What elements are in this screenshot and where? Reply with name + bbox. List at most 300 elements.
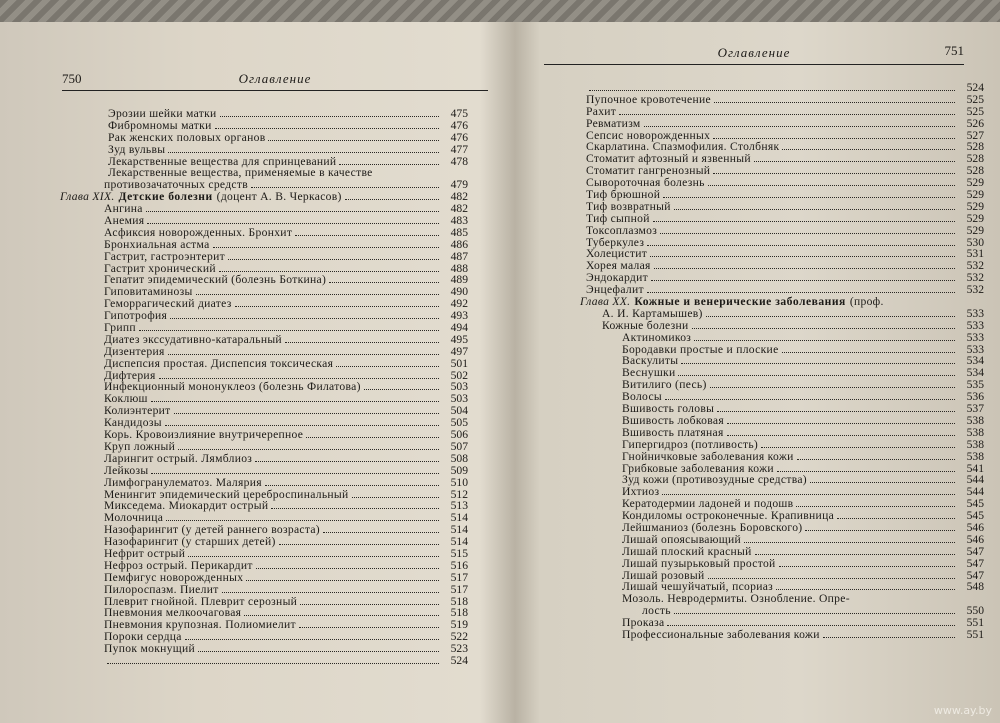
toc-entry [12,227,508,239]
toc-entry-title: Зуд вульвы [108,142,166,156]
toc-entry-title: Проказа [622,616,665,630]
toc-entry [12,393,508,405]
dot-leader [797,451,955,460]
dot-leader [255,453,439,462]
toc-entry-title: Рахит [586,104,617,118]
toc-entry-page: 503 [450,380,468,394]
watermark: www.ay.by [933,704,992,717]
toc-entry [12,643,508,655]
dot-leader [300,596,439,605]
toc-entry [12,381,508,393]
toc-entry-title: Нефрит острый [104,546,186,560]
toc-entry-title: Колиэнтерит [104,404,171,418]
toc-entry-title: Волосы [622,390,662,404]
toc-entry [532,391,994,403]
dot-leader [706,308,955,317]
toc-entry-title: Лекарственные вещества для спринцеваний [108,154,337,168]
dot-leader [694,332,955,341]
toc-entry-title: Лишай опоясывающий [622,532,741,546]
toc-entry-title: Круп ложный [104,439,176,453]
toc-entry-page: 541 [966,461,984,475]
dot-leader [246,572,439,581]
dot-leader [647,284,955,293]
dot-leader [339,156,439,165]
toc-entry-page: 525 [966,92,984,106]
dot-leader [213,239,439,248]
dot-leader [256,560,439,569]
dot-leader [660,225,955,234]
toc-entry-page: 524 [450,653,468,667]
right-running-head [544,44,964,65]
toc-entry-page: 533 [966,306,984,320]
toc-entry-title: Пороки сердца [104,630,182,644]
toc-entry-page: 534 [966,354,984,368]
toc-entry-title: Туберкулез [586,235,645,249]
toc-entry [12,286,508,298]
toc-entry-title: Ангина [104,202,143,216]
toc-entry-title: Рак женских половых органов [108,130,266,144]
toc-entry-page: 482 [450,190,468,204]
toc-entry-title: Лейшманиоз (болезнь Боровского) [622,520,803,534]
dot-leader [708,177,955,186]
toc-entry-title: Тиф возвратный [586,199,671,213]
toc-entry-page: 536 [966,390,984,404]
toc-entry-page: 515 [450,546,468,560]
toc-entry-page: 489 [450,273,468,287]
toc-entry-page: 523 [450,642,468,656]
dot-leader [810,474,955,483]
left-page [12,30,508,720]
dot-leader [345,191,439,200]
dot-leader [837,510,955,519]
toc-entry-page: 503 [450,392,468,406]
toc-entry-page: 476 [450,130,468,144]
dot-leader [654,260,955,269]
toc-entry-title: Актиномикоз [622,330,692,344]
dot-leader [306,429,439,438]
toc-entry [12,251,508,263]
dot-leader [777,463,955,472]
toc-entry [12,441,508,453]
dot-leader [619,106,955,115]
toc-entry-page: 528 [966,152,984,166]
toc-entry [12,429,508,441]
toc-entry-page: 544 [966,485,984,499]
dot-leader [727,427,955,436]
toc-entry-title: Васкулиты [622,354,679,368]
toc-entry-title: Гастрит, гастроэнтерит [104,249,225,263]
dot-leader [674,201,955,210]
toc-entry-title: Гиповитаминозы [104,285,193,299]
dot-leader [151,465,439,474]
toc-entry-title: Назофарингит (у старших детей) [104,535,276,549]
toc-entry-title: Корь. Кровоизлияние внутричерепное [104,428,304,442]
dot-leader [782,141,955,150]
toc-entry-page: 490 [450,285,468,299]
toc-entry-page: 537 [966,402,984,416]
toc-entry-title: Профессиональные заболевания кожи [622,627,820,641]
dot-leader [196,286,439,295]
toc-entry [532,225,994,237]
left-running-head [62,70,488,91]
toc-entry-title: противозачаточных средств [104,178,248,192]
toc-entry-title: Мозоль. Невродермиты. Ознобление. Опре- [622,592,850,606]
right-toc-list [532,82,994,641]
toc-entry [532,118,994,130]
toc-entry-title: Тиф брюшной [586,188,661,202]
toc-entry [12,536,508,548]
toc-entry-page: 506 [450,428,468,442]
toc-entry-page: 485 [450,225,468,239]
dot-leader [681,355,955,364]
toc-entry-title: Микседема. Миокардит острый [104,499,269,513]
toc-entry-title: Пупок мокнущий [104,642,196,656]
toc-entry-page: 508 [450,451,468,465]
toc-entry-title: Коклюш [104,392,148,406]
toc-entry-page: 533 [966,330,984,344]
toc-entry-title: Асфиксия новорожденных. Бронхит [104,225,293,239]
dot-leader [779,558,955,567]
dot-leader [168,144,439,153]
dot-leader [139,322,439,331]
toc-entry-page: 538 [966,437,984,451]
chapter-title: Кожные и венерические заболевания [634,295,846,309]
toc-entry [12,405,508,417]
dot-leader [352,489,439,498]
toc-entry-page: 487 [450,249,468,263]
toc-entry-page: 497 [450,344,468,358]
toc-entry-page: 535 [966,378,984,392]
toc-entry [12,655,508,667]
toc-entry-title: Вшивость платяная [622,425,724,439]
toc-entry-title: Лимфогранулематоз. Малярия [104,475,262,489]
toc-entry [532,605,994,617]
toc-entry-page: 483 [450,214,468,228]
toc-entry-title: Скарлатина. Спазмофилия. Столбняк [586,140,780,154]
dot-leader [665,391,955,400]
right-page [532,30,994,720]
dot-leader [713,165,955,174]
toc-entry-page: 529 [966,188,984,202]
toc-entry-title: Стоматит афтозный и язвенный [586,152,751,166]
toc-entry-page: 518 [450,606,468,620]
toc-entry [532,629,994,641]
dot-leader [165,417,439,426]
right-page-number: 751 [944,43,964,58]
toc-entry-title: Холецистит [586,247,648,261]
dot-leader [251,179,439,188]
toc-entry-page: 516 [450,558,468,572]
toc-entry [532,593,994,605]
toc-entry [12,453,508,465]
toc-entry-page: 504 [450,404,468,418]
left-toc-list [12,108,508,667]
toc-entry-page: 545 [966,509,984,523]
toc-entry [12,477,508,489]
toc-entry-title: Кератодермии ладоней и подошв [622,497,794,511]
toc-entry-page: 528 [966,164,984,178]
toc-entry [12,132,508,144]
chapter-label: Глава XIX. [60,190,115,204]
toc-entry-page: 546 [966,520,984,534]
toc-entry-title: Плеврит гнойной. Плеврит серозный [104,594,298,608]
toc-entry [532,201,994,213]
dot-leader [663,189,955,198]
toc-entry-page: 532 [966,259,984,273]
toc-entry [12,120,508,132]
toc-entry [532,344,994,356]
toc-entry-title: Гипотрофия [104,309,168,323]
toc-entry-title: Гипергидроз (потливость) [622,437,759,451]
chapter-author: (доцент А. В. Черкасов) [216,190,342,204]
toc-entry [532,367,994,379]
dot-leader [166,512,439,521]
dot-leader [219,263,439,272]
toc-entry-page: 529 [966,199,984,213]
toc-entry-title: Лишай пузырьковый простой [622,556,776,570]
toc-entry-page: 538 [966,425,984,439]
toc-entry [12,274,508,286]
toc-entry [532,415,994,427]
toc-entry-title: Геморрагический диатез [104,297,232,311]
toc-entry [532,403,994,415]
toc-entry-title: Назофарингит (у детей раннего возраста) [104,523,320,537]
toc-entry [12,596,508,608]
toc-entry-title: Бородавки простые и плоские [622,342,779,356]
dot-leader [198,643,439,652]
dot-leader [650,248,955,257]
toc-entry-page: 547 [966,568,984,582]
toc-entry-title: Диспепсия простая. Диспепсия токсическая [104,356,334,370]
toc-entry-title: Грибковые заболевания кожи [622,461,774,475]
toc-entry-page: 488 [450,261,468,275]
toc-entry-title: Бронхиальная астма [104,237,210,251]
toc-entry-title: Диатез экссудативно-катаральный [104,332,282,346]
dot-leader [714,94,955,103]
toc-entry-page: 545 [966,497,984,511]
toc-entry-page: 476 [450,118,468,132]
dot-leader [713,130,955,139]
dot-leader [220,108,439,117]
toc-entry-title: Сепсис новорожденных [586,128,711,142]
toc-entry-title: Пневмония мелкоочаговая [104,606,242,620]
dot-leader [782,344,955,353]
toc-entry-page: 514 [450,523,468,537]
dot-leader [692,320,955,329]
toc-entry-title: Молочница [104,511,164,525]
toc-entry-page: 551 [966,616,984,630]
toc-entry [12,584,508,596]
toc-entry [12,500,508,512]
toc-entry [12,619,508,631]
toc-entry-page: 502 [450,368,468,382]
toc-entry [12,465,508,477]
toc-entry [532,106,994,118]
toc-entry-page: 522 [450,630,468,644]
toc-entry-page: 530 [966,235,984,249]
toc-entry-title: А. И. Картамышев) [602,306,703,320]
toc-entry-title: Эрозии шейки матки [108,107,217,120]
dot-leader [146,203,439,212]
toc-entry [532,439,994,451]
toc-entry-page: 531 [966,247,984,261]
dot-leader [178,441,439,450]
toc-entry-title: Ларингит острый. Лямблиоз [104,451,253,465]
toc-entry-page: 538 [966,413,984,427]
toc-entry-title: Кожные болезни [602,318,689,332]
dot-leader [271,500,439,509]
toc-entry-title: Ревматизм [586,116,641,130]
dot-leader [151,393,439,402]
dot-leader [796,498,955,507]
toc-entry-page: 512 [450,487,468,501]
toc-entry-title: Грипп [104,321,136,335]
toc-entry [532,379,994,391]
toc-entry-page: 519 [450,618,468,632]
toc-entry [532,355,994,367]
toc-entry-page: 518 [450,594,468,608]
toc-entry [12,239,508,251]
toc-entry-page: 509 [450,463,468,477]
dot-leader [279,536,439,545]
toc-entry-title: Веснушки [622,366,676,380]
toc-entry [532,213,994,225]
toc-entry-page: 533 [966,318,984,332]
toc-entry-page: 532 [966,283,984,297]
toc-entry [532,427,994,439]
dot-leader [710,379,955,388]
toc-entry-title: Нефроз острый. Перикардит [104,558,253,572]
toc-entry [12,334,508,346]
dot-leader [170,310,439,319]
toc-entry-page: 477 [450,142,468,156]
dot-leader [717,403,955,412]
toc-entry-page: 478 [450,154,468,168]
toc-entry-title: Анемия [104,214,145,228]
dot-leader [651,272,955,281]
toc-entry-page: 529 [966,211,984,225]
toc-entry-title: Вшивость головы [622,402,715,416]
toc-entry [532,534,994,546]
toc-entry [12,203,508,215]
toc-entry-title: Инфекционный мононуклеоз (болезнь Филатова) [104,380,361,394]
toc-entry-page: 538 [966,449,984,463]
dot-leader [589,82,955,91]
dot-leader [755,546,955,555]
dot-leader [674,605,955,614]
dot-leader [268,132,439,141]
chapter-title: Детские болезни [118,190,213,204]
chapter-heading [60,191,342,203]
left-header-title: Оглавление [238,71,312,86]
toc-entry-page: 494 [450,321,468,335]
chapter-author: (проф. [849,295,884,309]
toc-entry [532,474,994,486]
toc-entry-title: Гнойничковые заболевания кожи [622,449,794,463]
toc-entry-page: 544 [966,473,984,487]
dot-leader [228,251,439,260]
dot-leader [744,534,955,543]
dot-leader [754,153,955,162]
toc-entry [12,108,508,120]
toc-entry-page: 479 [450,178,468,192]
toc-entry-title: Стоматит гангренозный [586,164,711,178]
toc-entry-title: Кондиломы остроконечные. Крапивница [622,509,835,523]
toc-entry-title: Витилиго (песь) [622,378,707,392]
toc-entry-page: 529 [966,176,984,190]
toc-entry-title: Энцефалит [586,283,644,297]
toc-entry-title: Лишай плоский красный [622,544,752,558]
toc-entry-page: 514 [450,511,468,525]
dot-leader [653,213,955,222]
toc-entry-title: Эндокардит [586,271,648,285]
dot-leader [776,581,955,590]
dot-leader [147,215,439,224]
toc-entry-page: 524 [966,81,984,94]
toc-entry [532,522,994,534]
toc-entry [12,548,508,560]
dot-leader [662,486,955,495]
right-header-title: Оглавление [717,45,791,60]
toc-entry-title: Лейкозы [104,463,149,477]
toc-entry-page: 517 [450,582,468,596]
dot-leader [222,584,439,593]
dot-leader [823,629,955,638]
toc-entry-page: 486 [450,237,468,251]
toc-entry-title: Гепатит эпидемический (болезнь Боткина) [104,273,327,287]
dot-leader [244,607,439,616]
toc-entry-page: 475 [450,107,468,120]
toc-entry-title: Лишай чешуйчатый, псориаз [622,580,774,594]
toc-entry [532,451,994,463]
left-page-number: 750 [62,71,82,86]
toc-entry-page: 525 [966,104,984,118]
toc-entry-title: Сывороточная болезнь [586,176,705,190]
dot-leader [323,524,439,533]
toc-entry-page: 526 [966,116,984,130]
toc-entry-page: 551 [966,627,984,641]
toc-entry [12,572,508,584]
dot-leader [107,655,439,664]
dot-leader [667,617,955,626]
toc-entry-page: 492 [450,297,468,311]
dot-leader [235,298,439,307]
toc-entry-page: 527 [966,128,984,142]
toc-entry [12,358,508,370]
dot-leader [285,334,439,343]
toc-entry-page: 513 [450,499,468,513]
toc-entry-title: Пневмония крупозная. Полиомиелит [104,618,296,632]
toc-entry [532,94,994,106]
toc-entry-title: Фибромномы матки [108,118,212,132]
toc-entry [12,167,508,179]
toc-entry [12,560,508,572]
dot-leader [215,120,439,129]
toc-entry-title: Пилороспазм. Пиелит [104,582,219,596]
toc-entry [12,631,508,643]
dot-leader [364,381,439,390]
toc-entry-page: 532 [966,271,984,285]
toc-entry-page: 505 [450,416,468,430]
toc-entry-title: Тиф сыпной [586,211,650,225]
toc-entry [532,558,994,570]
dot-leader [295,227,439,236]
toc-entry-title: Хорея малая [586,259,651,273]
dot-leader [299,619,439,628]
toc-entry-title: Пемфигус новорожденных [104,570,244,584]
toc-entry-page: 546 [966,532,984,546]
background-fabric [0,0,1000,22]
